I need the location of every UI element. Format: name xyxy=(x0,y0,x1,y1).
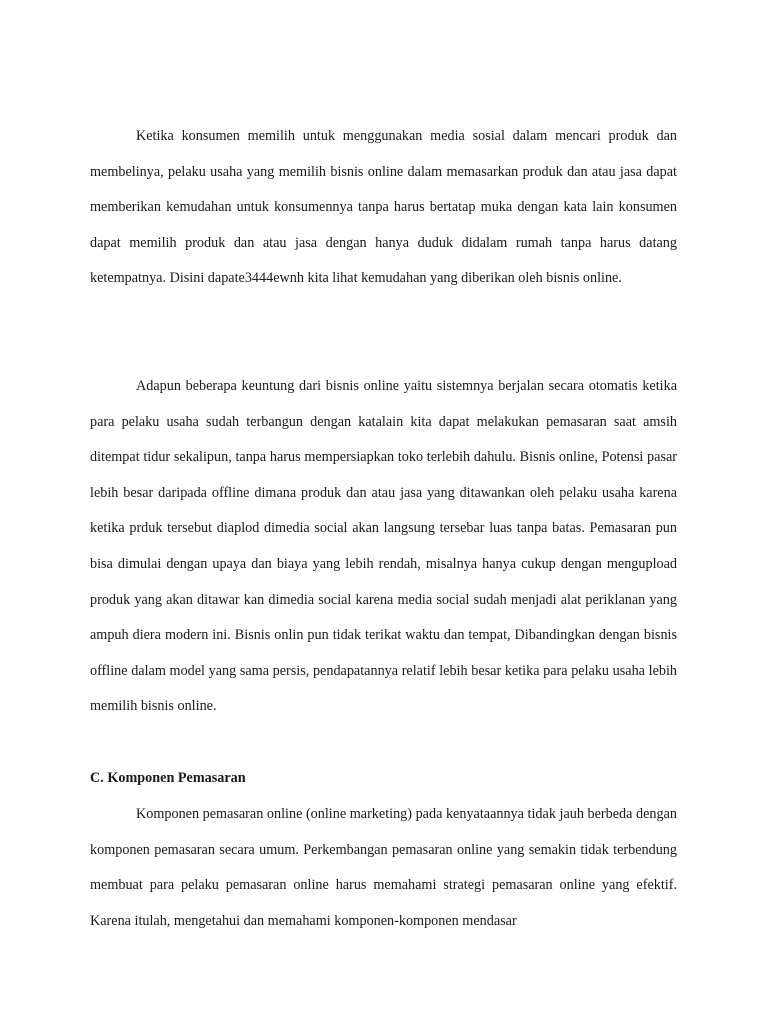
paragraph-marketing-components: Komponen pemasaran online (online marketing) pada kenyataannya tidak jauh berbeda dengan komponen pemasaran secara umum. Perkembangan pemasaran online yang semakin tidak terbendung membuat para pelaku pemasaran online harus memahami strategi pemasaran online yang efektif. Karena itulah, mengetahui dan memahami komponen-komponen mendasar xyxy=(90,806,677,929)
section-heading-komponen-pemasaran: C. Komponen Pemasaran xyxy=(90,770,246,786)
paragraph-online-business-advantages: Adapun beberapa keuntung dari bisnis online yaitu sistemnya berjalan secara otomatis ketika para pelaku usaha sudah terbangun dengan katalain kita dapat melakukan pemasaran saat amsih ditempat tidur sekalipun, tanpa harus mempersiapkan toko terlebih dahulu. Bisnis online, Potensi pasar lebih besar daripada offline dimana produk dan atau jasa yang ditawankan oleh pelaku usaha karena ketika prduk tersebut diaplod dimedia social akan langsung tersebar luas tanpa batas. Pemasaran pun bisa dimulai dengan upaya dan biaya yang lebih rendah, misalnya hanya cukup dengan mengupload produk yang akan ditawar kan dimedia social karena media social sudah menjadi alat periklanan yang ampuh diera modern ini. Bisnis onlin pun tidak terikat waktu dan tempat, Dibandingkan dengan bisnis offline dalam model yang sama persis, pendapatannya relatif lebih besar ketika para pelaku usaha lebih memilih bisnis online. xyxy=(90,378,677,715)
document-page xyxy=(90,0,677,1024)
paragraph-intro-online-shopping: Ketika konsumen memilih untuk menggunakan media sosial dalam mencari produk dan membelinya, pelaku usaha yang memilih bisnis online dalam memasarkan produk dan atau jasa dapat memberikan kemudahan untuk konsumennya tanpa harus bertatap muka dengan kata lain konsumen dapat memilih produk dan atau jasa dengan hanya duduk didalam rumah tanpa harus datang ketempatnya. Disini dapate3444ewnh kita lihat kemudahan yang diberikan oleh bisnis online. xyxy=(90,128,677,287)
